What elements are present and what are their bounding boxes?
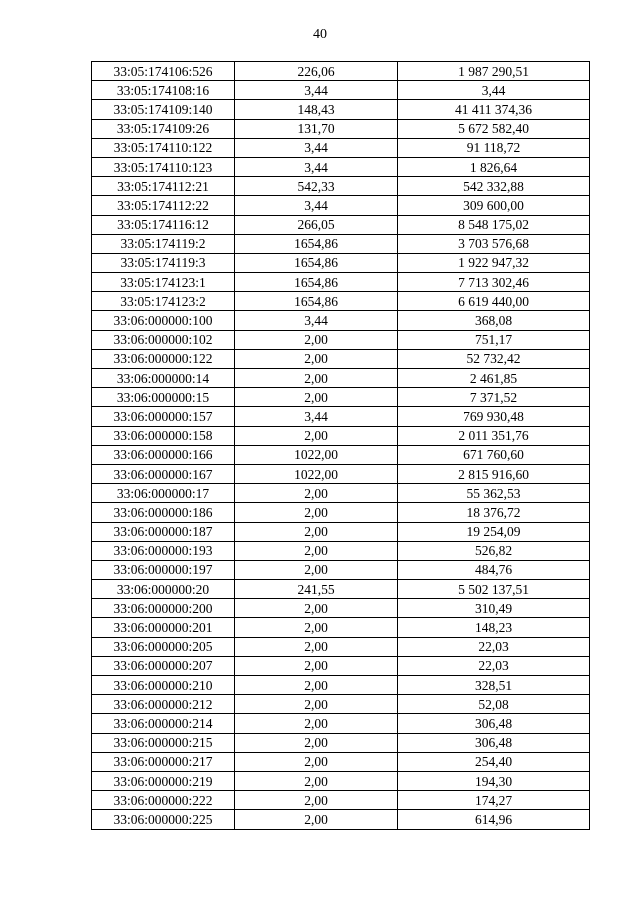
value-cell: 1 826,64 (398, 157, 590, 176)
area-cell: 2,00 (235, 676, 398, 695)
area-cell: 2,00 (235, 771, 398, 790)
cadastral-number-cell: 33:06:000000:207 (92, 656, 235, 675)
area-cell: 2,00 (235, 618, 398, 637)
table-row (92, 445, 590, 464)
cadastral-number-cell: 33:06:000000:20 (92, 580, 235, 599)
table-row (92, 253, 590, 272)
value-cell: 306,48 (398, 714, 590, 733)
value-cell: 1 922 947,32 (398, 253, 590, 272)
table-row (92, 157, 590, 176)
cadastral-number-cell: 33:06:000000:186 (92, 503, 235, 522)
cadastral-value-table (91, 61, 590, 830)
table-row (92, 580, 590, 599)
value-cell: 671 760,60 (398, 445, 590, 464)
table-row (92, 292, 590, 311)
area-cell: 3,44 (235, 81, 398, 100)
cadastral-number-cell: 33:06:000000:157 (92, 407, 235, 426)
area-cell: 2,00 (235, 541, 398, 560)
value-cell: 174,27 (398, 791, 590, 810)
table-row (92, 407, 590, 426)
area-cell: 2,00 (235, 791, 398, 810)
cadastral-number-cell: 33:06:000000:100 (92, 311, 235, 330)
area-cell: 1022,00 (235, 464, 398, 483)
area-cell: 3,44 (235, 407, 398, 426)
table-row (92, 733, 590, 752)
area-cell: 2,00 (235, 369, 398, 388)
area-cell: 1654,86 (235, 273, 398, 292)
cadastral-number-cell: 33:05:174109:140 (92, 100, 235, 119)
value-cell: 306,48 (398, 733, 590, 752)
table-row (92, 349, 590, 368)
cadastral-number-cell: 33:06:000000:225 (92, 810, 235, 829)
table-row (92, 637, 590, 656)
table-row (92, 81, 590, 100)
area-cell: 1654,86 (235, 234, 398, 253)
table-row (92, 62, 590, 81)
value-cell: 2 815 916,60 (398, 464, 590, 483)
table-row (92, 311, 590, 330)
area-cell: 1654,86 (235, 253, 398, 272)
table-row (92, 196, 590, 215)
table-row (92, 503, 590, 522)
cadastral-number-cell: 33:05:174119:2 (92, 234, 235, 253)
value-cell: 484,76 (398, 560, 590, 579)
table-row (92, 599, 590, 618)
value-cell: 1 987 290,51 (398, 62, 590, 81)
value-cell: 19 254,09 (398, 522, 590, 541)
table-row (92, 215, 590, 234)
area-cell: 131,70 (235, 119, 398, 138)
cadastral-number-cell: 33:06:000000:212 (92, 695, 235, 714)
area-cell: 2,00 (235, 503, 398, 522)
table-row (92, 464, 590, 483)
cadastral-number-cell: 33:05:174108:16 (92, 81, 235, 100)
value-cell: 526,82 (398, 541, 590, 560)
table-row (92, 656, 590, 675)
value-cell: 41 411 374,36 (398, 100, 590, 119)
cadastral-number-cell: 33:06:000000:15 (92, 388, 235, 407)
cadastral-number-cell: 33:06:000000:122 (92, 349, 235, 368)
value-cell: 2 461,85 (398, 369, 590, 388)
value-cell: 310,49 (398, 599, 590, 618)
cadastral-number-cell: 33:06:000000:197 (92, 560, 235, 579)
cadastral-number-cell: 33:06:000000:217 (92, 752, 235, 771)
value-cell: 3,44 (398, 81, 590, 100)
area-cell: 1654,86 (235, 292, 398, 311)
cadastral-number-cell: 33:06:000000:219 (92, 771, 235, 790)
area-cell: 2,00 (235, 599, 398, 618)
area-cell: 2,00 (235, 349, 398, 368)
value-cell: 148,23 (398, 618, 590, 637)
area-cell: 2,00 (235, 714, 398, 733)
area-cell: 2,00 (235, 752, 398, 771)
value-cell: 769 930,48 (398, 407, 590, 426)
area-cell: 266,05 (235, 215, 398, 234)
value-cell: 5 502 137,51 (398, 580, 590, 599)
cadastral-number-cell: 33:05:174123:1 (92, 273, 235, 292)
cadastral-number-cell: 33:06:000000:193 (92, 541, 235, 560)
cadastral-number-cell: 33:06:000000:167 (92, 464, 235, 483)
table-row (92, 484, 590, 503)
cadastral-number-cell: 33:05:174110:123 (92, 157, 235, 176)
value-cell: 7 713 302,46 (398, 273, 590, 292)
cadastral-number-cell: 33:05:174110:122 (92, 138, 235, 157)
value-cell: 5 672 582,40 (398, 119, 590, 138)
area-cell: 148,43 (235, 100, 398, 119)
cadastral-number-cell: 33:06:000000:17 (92, 484, 235, 503)
cadastral-number-cell: 33:06:000000:166 (92, 445, 235, 464)
table-row (92, 714, 590, 733)
cadastral-number-cell: 33:05:174112:22 (92, 196, 235, 215)
value-cell: 2 011 351,76 (398, 426, 590, 445)
table-row (92, 791, 590, 810)
table-body (92, 62, 590, 830)
area-cell: 2,00 (235, 484, 398, 503)
value-cell: 328,51 (398, 676, 590, 695)
table-row (92, 771, 590, 790)
area-cell: 2,00 (235, 810, 398, 829)
area-cell: 3,44 (235, 138, 398, 157)
area-cell: 1022,00 (235, 445, 398, 464)
table-row (92, 330, 590, 349)
value-cell: 309 600,00 (398, 196, 590, 215)
area-cell: 241,55 (235, 580, 398, 599)
value-cell: 22,03 (398, 656, 590, 675)
cadastral-number-cell: 33:05:174106:526 (92, 62, 235, 81)
value-cell: 18 376,72 (398, 503, 590, 522)
area-cell: 2,00 (235, 388, 398, 407)
cadastral-number-cell: 33:06:000000:215 (92, 733, 235, 752)
value-cell: 542 332,88 (398, 177, 590, 196)
area-cell: 226,06 (235, 62, 398, 81)
table-row (92, 810, 590, 829)
value-cell: 194,30 (398, 771, 590, 790)
value-cell: 22,03 (398, 637, 590, 656)
cadastral-number-cell: 33:06:000000:205 (92, 637, 235, 656)
table-row (92, 695, 590, 714)
value-cell: 614,96 (398, 810, 590, 829)
table-row (92, 234, 590, 253)
value-cell: 52 732,42 (398, 349, 590, 368)
value-cell: 7 371,52 (398, 388, 590, 407)
table-row (92, 177, 590, 196)
table-row (92, 752, 590, 771)
page-number: 40 (313, 27, 327, 42)
cadastral-number-cell: 33:05:174119:3 (92, 253, 235, 272)
table-row (92, 426, 590, 445)
value-cell: 91 118,72 (398, 138, 590, 157)
value-cell: 52,08 (398, 695, 590, 714)
area-cell: 2,00 (235, 637, 398, 656)
cadastral-number-cell: 33:06:000000:201 (92, 618, 235, 637)
area-cell: 3,44 (235, 157, 398, 176)
area-cell: 2,00 (235, 733, 398, 752)
cadastral-number-cell: 33:06:000000:158 (92, 426, 235, 445)
table-row (92, 100, 590, 119)
value-cell: 751,17 (398, 330, 590, 349)
area-cell: 3,44 (235, 311, 398, 330)
value-cell: 8 548 175,02 (398, 215, 590, 234)
value-cell: 3 703 576,68 (398, 234, 590, 253)
cadastral-number-cell: 33:05:174123:2 (92, 292, 235, 311)
cadastral-number-cell: 33:06:000000:187 (92, 522, 235, 541)
table-row (92, 119, 590, 138)
area-cell: 2,00 (235, 330, 398, 349)
cadastral-number-cell: 33:05:174116:12 (92, 215, 235, 234)
cadastral-number-cell: 33:05:174112:21 (92, 177, 235, 196)
area-cell: 2,00 (235, 522, 398, 541)
cadastral-number-cell: 33:06:000000:214 (92, 714, 235, 733)
cadastral-number-cell: 33:06:000000:14 (92, 369, 235, 388)
value-cell: 6 619 440,00 (398, 292, 590, 311)
table-row (92, 560, 590, 579)
table-row (92, 369, 590, 388)
area-cell: 3,44 (235, 196, 398, 215)
area-cell: 2,00 (235, 695, 398, 714)
area-cell: 2,00 (235, 560, 398, 579)
value-cell: 254,40 (398, 752, 590, 771)
value-cell: 55 362,53 (398, 484, 590, 503)
table-row (92, 273, 590, 292)
cadastral-number-cell: 33:06:000000:102 (92, 330, 235, 349)
table-row (92, 388, 590, 407)
area-cell: 2,00 (235, 656, 398, 675)
table-row (92, 541, 590, 560)
cadastral-number-cell: 33:06:000000:222 (92, 791, 235, 810)
table-row (92, 138, 590, 157)
area-cell: 2,00 (235, 426, 398, 445)
table-row (92, 618, 590, 637)
cadastral-number-cell: 33:05:174109:26 (92, 119, 235, 138)
value-cell: 368,08 (398, 311, 590, 330)
table-row (92, 676, 590, 695)
cadastral-number-cell: 33:06:000000:200 (92, 599, 235, 618)
area-cell: 542,33 (235, 177, 398, 196)
cadastral-number-cell: 33:06:000000:210 (92, 676, 235, 695)
table-row (92, 522, 590, 541)
